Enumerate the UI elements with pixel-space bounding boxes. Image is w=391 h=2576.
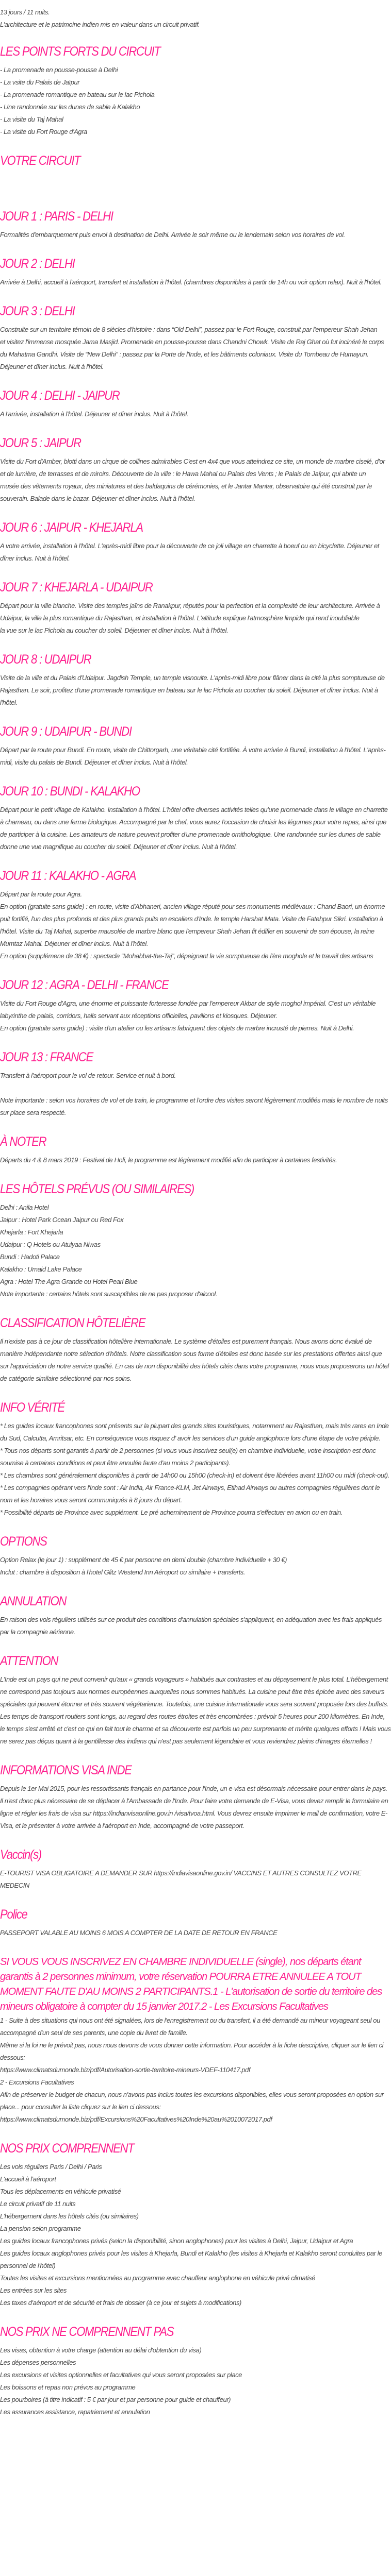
section-heading: JOUR 6 : JAIPUR - KHEJARLA [0,520,143,535]
section-text: Afin de préserver le budget de chacun, nous n'avons pas inclus toutes les excursions disponibles, elles vous seront proposées en option sur place... pour consulter la liste cliquez sur le lien ci dessous: [0,2091,384,2111]
section-text: * Les compagnies opérant vers l'Inde sont : Air India, Air France-KLM, Jet Airways, Etihad Airways ou autres compagnies régulières dont le nom et les horaires vous seront communiqués à 8 jours du départ. [0,1484,380,1504]
section-heading: CLASSIFICATION HÔTELIÈRE [0,1315,145,1330]
section-text: Les entrées sur les sites [0,2286,67,2294]
section-heading: JOUR 11 : KALAKHO - AGRA [0,868,136,883]
pdf-link[interactable]: https://www.climatsdumonde.biz/pdf/Autorisation-sortie-territoire-mineurs-VDEF-110417.pdf [0,2066,250,2074]
section-text: Les assurances assistance, rapatriement et annulation [0,2408,150,2416]
section-text: Visite du Fort Rouge d'Agra, une énorme et puissante forteresse fondée par l'empereur Akbar de style moghol impérial. C'est un véritable labyrinthe de palais, corridors, halls servant aux réceptions officielles, pavillons et kiosques. Déjeuner. [0,999,376,1020]
section-text: Les dépenses personnelles [0,2359,76,2366]
section-text: En option (gratuite sans guide) : en route, visite d'Abhaneri, ancien village réputé pour ses monuments médiévaux : Chand Baori, un énorme puit fortifié, l'un des plus profonds et des plus grands puits en escaliers d'Inde. le temple Harshat Mata. Visite de Fatehpur Sikri. Installation à l'hôtel. Visite du Taj Mahal, superbe mausolée de marbre blanc que l'empereur Shah Jehan fit édifier en souvenir de son épouse, la reine Mumtaz Mahal. Déjeuner et dîner inclus. Nuit à l'hôtel. [0,903,385,947]
duration-text: 13 jours / 11 nuits. [0,8,50,16]
sections-container [0,44,391,2418]
section-text: Il n'existe pas à ce jour de classification hôtelière internationale. Le système d'étoiles est purement français. Nous avons donc évalué de manière indépendante notre sélection d'hôtels. Notre classification sous forme d'étoiles est donc basée sur les prestations offertes ainsi que sur l'appréciation de notre service qualité. En cas de non disponibilité des hôtels cités dans votre programme, nous vous proposerons un hôtel de catégorie similaire sélectionné par nos soins. [0,1337,389,1382]
section-nos-prix-comprennent [0,2141,391,2309]
section-text: - La vsite du Palais de Jaïpur [0,78,80,86]
section-text: Transfert à l'aéroport pour le vol de retour. Service et nuit à bord. [0,1072,176,1079]
section-text: E-TOURIST VISA OBLIGATOIRE A DEMANDER SUR https://indiavisaonline.gov.in/ VACCINS ET AUTRES CONSULTEZ VOTRE MEDECIN [0,1869,362,1889]
section-les-hotels-prevus-ou-similaires [0,1182,391,1300]
section-text: L'accueil à l'aéroport [0,2175,56,2183]
section-jour-1-paris-delhi [0,209,391,241]
section-police [0,1907,391,1939]
intro [0,6,391,31]
section-text: Jaipur : Hotel Park Ocean Jaipur ou Red Fox [0,1216,124,1224]
section-heading: OPTIONS [0,1534,47,1549]
section-text: - Une randonnée sur les dunes de sable à Kalakho [0,103,140,111]
section-text: Les boissons et repas non prévus au programme [0,2383,136,2391]
section-text: * Les chambres sont généralement disponibles à partir de 14h00 ou 15h00 (check-in) et doivent être libérées avant 11h00 ou midi (check-out). [0,1471,389,1479]
section-vaccin-s [0,1848,391,1892]
section-text: Les taxes d'aéroport et de sécurité et frais de dossier (à ce jour et sujets à modifications) [0,2299,241,2307]
section-text: L'hébergement dans les hôtels cités (ou similaires) [0,2212,139,2220]
section-jour-7-khejarla-udaipur [0,580,391,637]
section-text: et visitez l'immense mosquée Jama Masjid. Promenade en pousse-pousse dans Chandni Chowk. Visite de Raj Ghat où fut incinéré le corps du Mahatma Gandhi. Visite de “New Delhi” : passez par la Porte de l'Inde, et les bâtiments coloniaux. Visite du Tombeau de Humayun. Déjeuner et dîner inclus. Nuit à l'hôtel. [0,338,384,370]
section-text: 1 - Suite à des situations qui nous ont été signalées, lors de l'enregistrement ou du transfert, il a été demandé au mineur voyageant seul ou accompagné d'un seul de ses parents, une copie du livret de famille. [0,2016,380,2037]
section-attention [0,1654,391,1748]
section-annulation [0,1594,391,1638]
section-text: Note importante : selon vos horaires de vol et de train, le programme et l'ordre des visites seront légèrement modifiés mais le nombre de nuits sur place sera respecté. [0,1096,388,1116]
section-text: A l'arrivée, installation à l'hôtel. Déjeuner et dîner inclus. Nuit à l'hôtel. [0,410,188,418]
section-jour-2-delhi [0,257,391,289]
section-text: - La promenade romantique en bateau sur le lac Pichola [0,91,155,98]
section-jour-11-kalakho-agra [0,869,391,962]
section-heading: JOUR 4 : DELHI - JAIPUR [0,388,120,403]
section-text: L'Inde est un pays qui ne peut convenir qu'aux « grands voyageurs » habitués aux contrastes et au dépaysement le plus total. L'hébergement ne correspond pas toujours aux normes européennes auxquelles nous sommes habitués. La cuisine peut être très épicée avec des saveurs spéciales qui peuvent étonner et très souvent végétarienne. Toutefois, une cuisine internationale vous sera souvent proposée lors des buffets. Les temps de transport routiers sont longs, au regard des routes étroites et très encombrées : prévoir 5 heures pour 200 kilomètres. En Inde, le temps s'est arrêté et c'est ce qui en fait tout le charme et sa découverte est parfois un peu surprenante et mérite quelques efforts ! Mais vous ne serez pas déçus quant à la gentillesse des indiens qui n'est pas seulement légendaire et vous reviendrez pleins d'images éternelles ! [0,1675,391,1745]
section-text: Toutes les visites et excursions mentionnées au programme avec chauffeur anglophone en véhicule privé climatisé [0,2274,315,2282]
section-heading: NOS PRIX COMPRENNENT [0,2141,134,2156]
tagline-text: L'architecture et le patrimoine indien mis en valeur dans un circuit privatif. [0,21,200,28]
section-heading: JOUR 10 : BUNDI - KALAKHO [0,784,140,799]
section-text: Les guides locaux anglophones privés pour les visites à Khejarla, Bundi et Kalakho (les visites à Khejarla et Kalakho seront conduites par le personnel de l'hôtel) [0,2249,382,2269]
section-text: En option (supplémene de 38 €) : spectacle “Mohabbat-the-Taj”, dépeignant la vie somptueuse de l'ère moghole et le travail des artisans [0,952,373,960]
section-text: Visite de la ville et du Palais d'Udaipur. Jagdish Temple, un temple visnouite. L'après-midi libre pour flâner dans la cité la plus somptueuse de Rajasthan. Le soir, profitez d'une promenade romantique en bateau sur le lac Pichola au coucher du soleil. Déjeuner et dîner inclus. Nuit à l'hôtel. [0,674,385,706]
section-text: Visite du Fort d'Amber, blotti dans un cirque de collines admirables C'est en 4x4 que vous atteindrez ce site, un monde de marbre ciselé, d'or et de lumière, de terrasses et de miroirs. Découverte de la ville : le Hawa Mahal ou Palais des Vents ; le Palais de Jaïpur, qui abrite un [0,457,385,478]
section-text: Bundi : Hadoti Palace [0,1253,60,1261]
section-text: Départ par la route pour Bundi. En route, visite de Chittorgarh, une véritable cité fortifiée. À votre arrivée à Bundi, installation à l'hôtel. L'après-midi, visite du palais de Bundi. Déjeuner et dîner inclus. Nuit à l'hôtel. [0,746,386,766]
section-heading: JOUR 13 : FRANCE [0,1049,93,1064]
section-text: Les pourboires (à titre indicatif : 5 € par jour et par personne pour guide et chauffeur) [0,2396,231,2403]
section-jour-3-delhi [0,304,391,373]
section-informations-visa-inde [0,1763,391,1832]
section-text: Kalakho : Umaid Lake Palace [0,1265,82,1273]
section-nos-prix-ne-comprennent-pas [0,2325,391,2418]
section-text: * Possibilité départs de Province avec supplément. Le pré acheminement de Province pourra s'effectuer en avion ou en train. [0,1509,343,1516]
section-jour-10-bundi-kalakho [0,784,391,853]
section-heading: Police [0,1907,27,1922]
section-text: Le circuit privatif de 11 nuits [0,2200,76,2208]
section-heading: Vaccin(s) [0,1847,42,1862]
section-text: Départ pour le petit village de Kalakho. Installation à l'hôtel. L'hôtel offre diverses activités telles qu'une promenade dans le village en charrette à chameau, ou dans une ferme biologique. Accompagné par le chef, vous aurez l'occasion de choisir les légumes pour votre repas, ainsi que de participer à la cuisine. Les amateurs de nature peuvent profiter d'une promenade ornithologique. Une randonnée sur les dunes de sable donne une vue magnifique au coucher du soleil. Déjeuner et dîner inclus. Nuit à l'hôtel. [0,806,388,851]
section-text: PASSEPORT VALABLE AU MOINS 6 MOIS A COMPTER DE LA DATE DE RETOUR EN FRANCE [0,1929,278,1937]
section-notice [0,1955,391,2126]
section-text: Option Relax (le jour 1) : supplément de 45 € par personne en demi double (chambre individuelle + 30 €) [0,1556,287,1564]
section-text: Depuis le 1er Mai 2015, pour les ressortissants français en partance pour l'Inde, un e-visa est désormais nécessaire pour entrer dans le pays. Il n'est donc plus nécessaire de se déplacer à l'Ambassade de l'Inde. Pour faire votre demande de E-Visa, vous devez remplir le formulaire en ligne et régler les frais de visa sur https://indianvisaonline.gov.in /visa/tvoa.html. Vous devrez ensuite imprimer le mail de confirmation, votre E-Visa, et le présenter à votre arrivée à l'aéroport en Inde, accompagné de votre passeport. [0,1785,388,1829]
section-jour-8-udaipur [0,652,391,709]
section-heading: JOUR 5 : JAIPUR [0,435,81,450]
section-text: Arrivée à Delhi, accueil à l'aéroport, transfert et installation à l'hôtel. (chambres disponibles à partir de 14h ou voir option relax). Nuit à l'hôtel. [0,278,382,286]
section-text: - La promenade en pousse-pousse à Delhi [0,66,118,74]
section-heading: INFORMATIONS VISA INDE [0,1762,132,1777]
section-heading: JOUR 9 : UDAIPUR - BUNDI [0,724,132,739]
section-text: Tous les déplacements en véhicule privatisé [0,2188,121,2195]
section-classification-hoteliere [0,1316,391,1385]
section-les-points-forts-du-circuit [0,44,391,138]
section-text: Note importante : certains hôtels sont susceptibles de ne pas proposer d'alcool. [0,1290,218,1298]
section-heading: ATTENTION [0,1653,58,1668]
section-text: - La visite du Taj Mahal [0,115,63,123]
section-text: Formalités d'embarquement puis envol à destination de Delhi. Arrivée le soir même ou le lendemain selon vos horaires de vol. [0,231,345,239]
section-text: 2 - Excursions Facultatives [0,2078,74,2086]
section-info-verite [0,1400,391,1519]
section-text: Les vols réguliers Paris / Delhi / Paris [0,2163,102,2171]
section-heading: JOUR 1 : PARIS - DELHI [0,209,113,224]
section-jour-5-jaipur [0,436,391,505]
section-text: Départs du 4 & 8 mars 2019 : Festival de Holi, le programme est légèrement modifié afin de participer à certaines festivités. [0,1156,337,1164]
section-jour-12-agra-delhi-france [0,978,391,1035]
section-text: Départ par la route pour Agra. [0,890,82,898]
section-heading: À NOTER [0,1134,46,1149]
spacer [0,1082,391,1094]
section-votre-circuit [0,154,391,168]
section-text: A votre arrivée, installation à l'hôtel. L'après-midi libre pour la découverte de ce joli village en charrette à boeuf ou en bicyclette. Déjeuner et dîner inclus. Nuit à l'hôtel. [0,542,379,562]
section-heading: JOUR 2 : DELHI [0,256,75,271]
section-text: Inclut : chambre à disposition à l'hotel Glitz Westend Inn Aéroport ou similaire + transferts. [0,1568,246,1576]
section-heading: LES HÔTELS PRÉVUS (OU SIMILAIRES) [0,1181,194,1196]
section-heading: LES POINTS FORTS DU CIRCUIT [0,44,160,59]
section-heading: VOTRE CIRCUIT [0,153,80,168]
section-text: Khejarla : Fort Khejarla [0,1228,63,1236]
section-text: Les excursions et visites optionnelles et facultatives qui vous seront proposées sur place [0,2371,242,2379]
section-text: Même si la loi ne le prévoit pas, nous nous devons de vous donner cette information. Pour accéder à la fiche descriptive, cliquer sur le lien ci dessous: [0,2041,384,2061]
section-heading: NOS PRIX NE COMPRENNENT PAS [0,2324,174,2339]
section-text: Udaipur : Q Hotels ou Atulyaa Niwas [0,1241,101,1248]
section-text: Agra : Hotel The Agra Grande ou Hotel Pearl Blue [0,1278,138,1285]
section-jour-6-jaipur-khejarla [0,520,391,565]
section-heading: ANNULATION [0,1594,67,1608]
section-text: musée des vêtements royaux, des miniatures et des baldaquins de cérémonies, et le Jantar Mantar, observatoire qui été construit par le souverain. Balade dans le bazar. Déjeuner et dîner inclus. Nuit à l'hôtel. [0,482,372,502]
section-a-noter [0,1134,391,1166]
section-text: Les visas, obtention à votre charge (attention au délai d'obtention du visa) [0,2346,202,2354]
section-options [0,1534,391,1579]
section-text: En raison des vols réguliers utilisés sur ce produit des conditions d'annulation spéciales s'appliquent, en adéquation avec les frais appliqués par la compagnie aérienne. [0,1616,382,1636]
section-text: * Les guides locaux francophones sont présents sur la plupart des grands sites touristiques, notamment au Rajasthan, mais très rares en Inde du Sud, Calcutta, Amritsar, etc. En conséquence vous risquez d' avoir les services d'un guide anglophone lors d'une étape de votre périple. [0,1422,389,1442]
section-text: la vue sur le lac Pichola au coucher du soleil. Déjeuner et dîner inclus. Nuit à l'hôtel. [0,626,229,634]
alert-text: SI VOUS VOUS INSCRIVEZ EN CHAMBRE INDIVIDUELLE (single), nos départs étant garantis à 2 personnes minimum, votre réservation POURRA ETRE ANNULEE A TOUT MOMENT FAUTE D'AU MOINS 2 PARTICIPANTS.1 - L'autorisation de sortie du territoire des mineurs obligatoire à compter du 15 janvier 2017.2 - Les Excursions Facultatives [0,1956,382,2012]
section-heading: JOUR 8 : UDAIPUR [0,652,91,667]
section-heading: JOUR 7 : KHEJARLA - UDAIPUR [0,580,153,595]
section-text: * Tous nos départs sont garantis à partir de 2 personnes (si vous vous inscrivez seul(e) en chambre individuelle, votre inscription est donc soumise à certaines conditions et peut être annulée faute d'au moins 2 participants). [0,1447,376,1467]
section-text: Les guides locaux francophones privés (selon la disponibilité, sinon anglophones) pour les visites à Delhi, Jaipur, Udaipur et Agra [0,2237,353,2245]
section-text: La pension selon programme [0,2225,81,2232]
section-text: - La visite du Fort Rouge d'Agra [0,128,87,135]
section-text: Delhi : Anila Hotel [0,1204,49,1211]
section-text: Départ pour la ville blanche. Visite des temples jaïns de Ranakpur, réputés pour la perfection et la complexité de leur architecture. Arrivée à Udaipur, la ville la plus romantique du Rajasthan, et installation à l'hôtel. L'altitude explique l'atmosphère limpide qui rend inoubliable [0,602,380,622]
section-heading: INFO VÉRITÉ [0,1400,64,1415]
section-jour-9-udaipur-bundi [0,724,391,769]
section-heading: JOUR 12 : AGRA - DELHI - FRANCE [0,977,169,992]
section-heading: JOUR 3 : DELHI [0,303,75,318]
section-text: Construite sur un territoire témoin de 8 siècles d'histoire : dans “Old Delhi”, passez par le Fort Rouge, construit par l'empereur Shah Jehan [0,326,378,333]
section-text: En option (gratuite sans guide) : visite d'un atelier ou les artisans fabriquent des objets de marbre incrusté de pierres. Nuit à Delhi. [0,1024,354,1032]
section-jour-4-delhi-jaipur [0,388,391,420]
pdf-link[interactable]: https://www.climatsdumonde.biz/pdf/Excursions%20Facultatives%20Inde%20au%2010072017.pdf [0,2115,272,2123]
section-jour-13-france [0,1050,391,1119]
